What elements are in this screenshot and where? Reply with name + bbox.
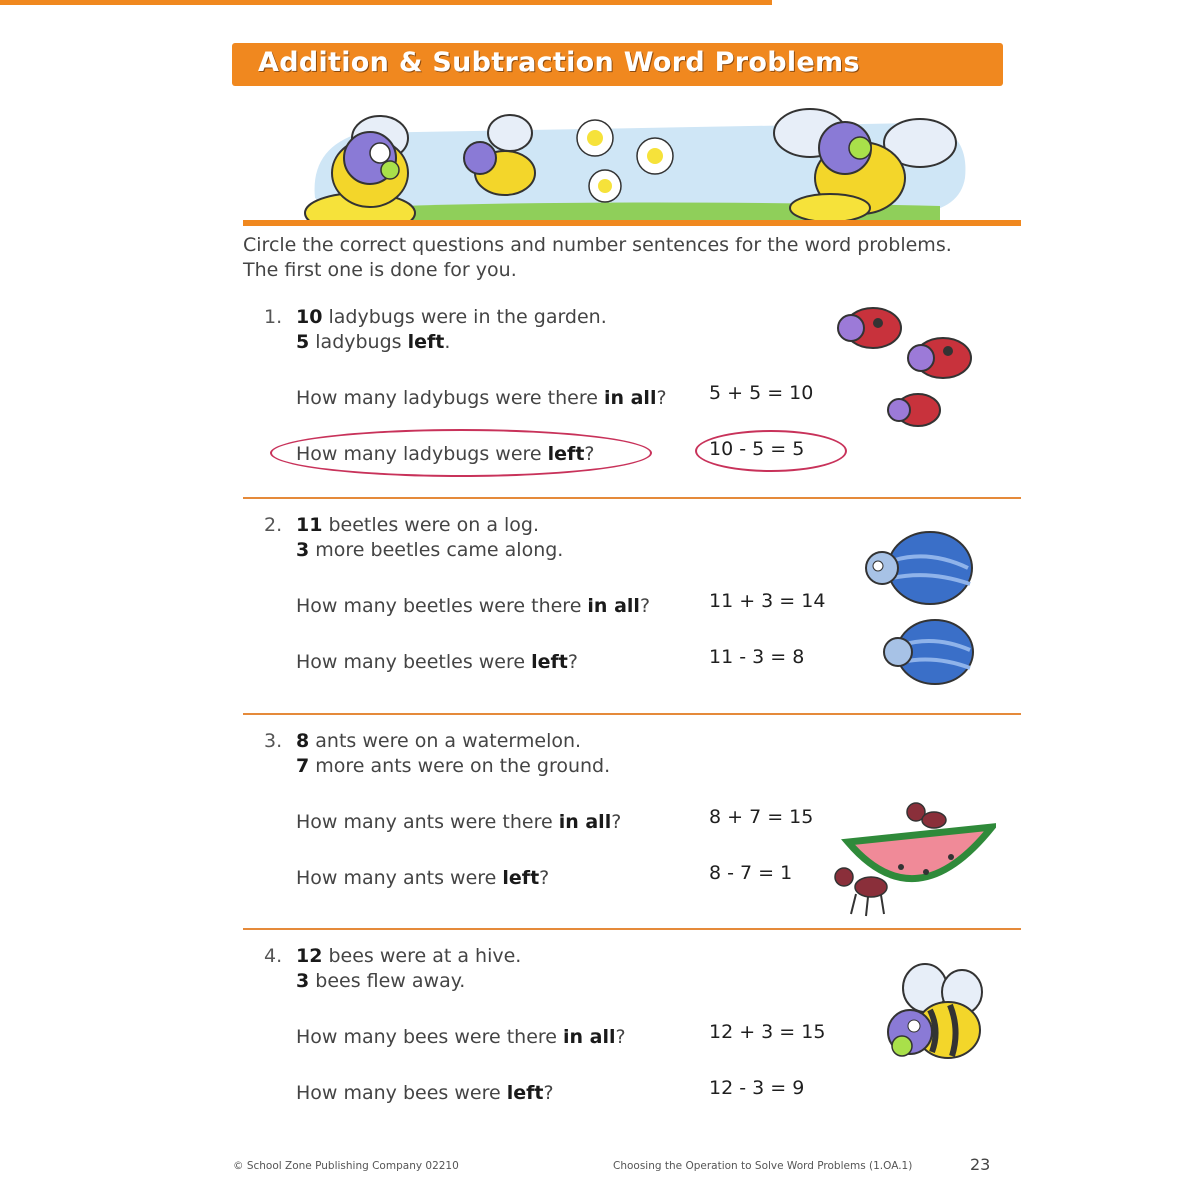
problem-line-1: 10 ladybugs were in the garden. xyxy=(296,306,607,328)
section-divider xyxy=(243,497,1021,499)
problem-number: 1. xyxy=(264,306,283,328)
question-left[interactable]: How many ants were left? xyxy=(296,867,550,889)
header-divider xyxy=(243,220,1021,226)
question-left[interactable]: How many beetles were left? xyxy=(296,651,578,673)
problem-number: 4. xyxy=(264,945,283,967)
ladybugs-illustration xyxy=(833,293,983,433)
number-sentence-addition[interactable]: 11 + 3 = 14 xyxy=(709,590,826,612)
problem-line-1: 12 bees were at a hive. xyxy=(296,945,522,967)
bees-and-flowers-illustration xyxy=(300,78,980,220)
problem-line-2: 3 more beetles came along. xyxy=(296,539,564,561)
question-in-all[interactable]: How many ants were there in all? xyxy=(296,811,622,833)
problem-number: 2. xyxy=(264,514,283,536)
question-in-all[interactable]: How many bees were there in all? xyxy=(296,1026,626,1048)
question-in-all[interactable]: How many beetles were there in all? xyxy=(296,595,651,617)
question-left[interactable]: How many ladybugs were left? xyxy=(296,443,595,465)
instructions xyxy=(243,233,1023,283)
page-title: Addition & Subtraction Word Problems xyxy=(258,47,860,78)
instructions-line-2: The first one is done for you. xyxy=(243,259,517,281)
beetles-illustration xyxy=(860,520,980,690)
section-divider xyxy=(243,928,1021,930)
number-sentence-subtraction[interactable]: 11 - 3 = 8 xyxy=(709,646,805,668)
number-sentence-addition[interactable]: 5 + 5 = 10 xyxy=(709,382,814,404)
section-divider xyxy=(243,713,1021,715)
question-in-all[interactable]: How many ladybugs were there in all? xyxy=(296,387,667,409)
standard-reference: Choosing the Operation to Solve Word Problems (1.OA.1) xyxy=(613,1160,913,1172)
footer-divider xyxy=(0,0,772,5)
instructions-line-1: Circle the correct questions and number sentences for the word problems. xyxy=(243,234,952,256)
number-sentence-subtraction[interactable]: 8 - 7 = 1 xyxy=(709,862,793,884)
problem-line-1: 11 beetles were on a log. xyxy=(296,514,540,536)
problem-number: 3. xyxy=(264,730,283,752)
number-sentence-subtraction[interactable]: 12 - 3 = 9 xyxy=(709,1077,805,1099)
problem-line-2: 7 more ants were on the ground. xyxy=(296,755,611,777)
problem-line-2: 3 bees flew away. xyxy=(296,970,466,992)
problem-line-2: 5 ladybugs left. xyxy=(296,331,451,353)
page-number: 23 xyxy=(970,1155,991,1174)
ants-watermelon-illustration xyxy=(826,782,996,922)
problem-line-1: 8 ants were on a watermelon. xyxy=(296,730,582,752)
number-sentence-subtraction[interactable]: 10 - 5 = 5 xyxy=(709,438,805,460)
copyright-text: © School Zone Publishing Company 02210 xyxy=(233,1160,459,1172)
bee-illustration xyxy=(870,960,990,1085)
question-left[interactable]: How many bees were left? xyxy=(296,1082,554,1104)
number-sentence-addition[interactable]: 8 + 7 = 15 xyxy=(709,806,814,828)
number-sentence-addition[interactable]: 12 + 3 = 15 xyxy=(709,1021,826,1043)
